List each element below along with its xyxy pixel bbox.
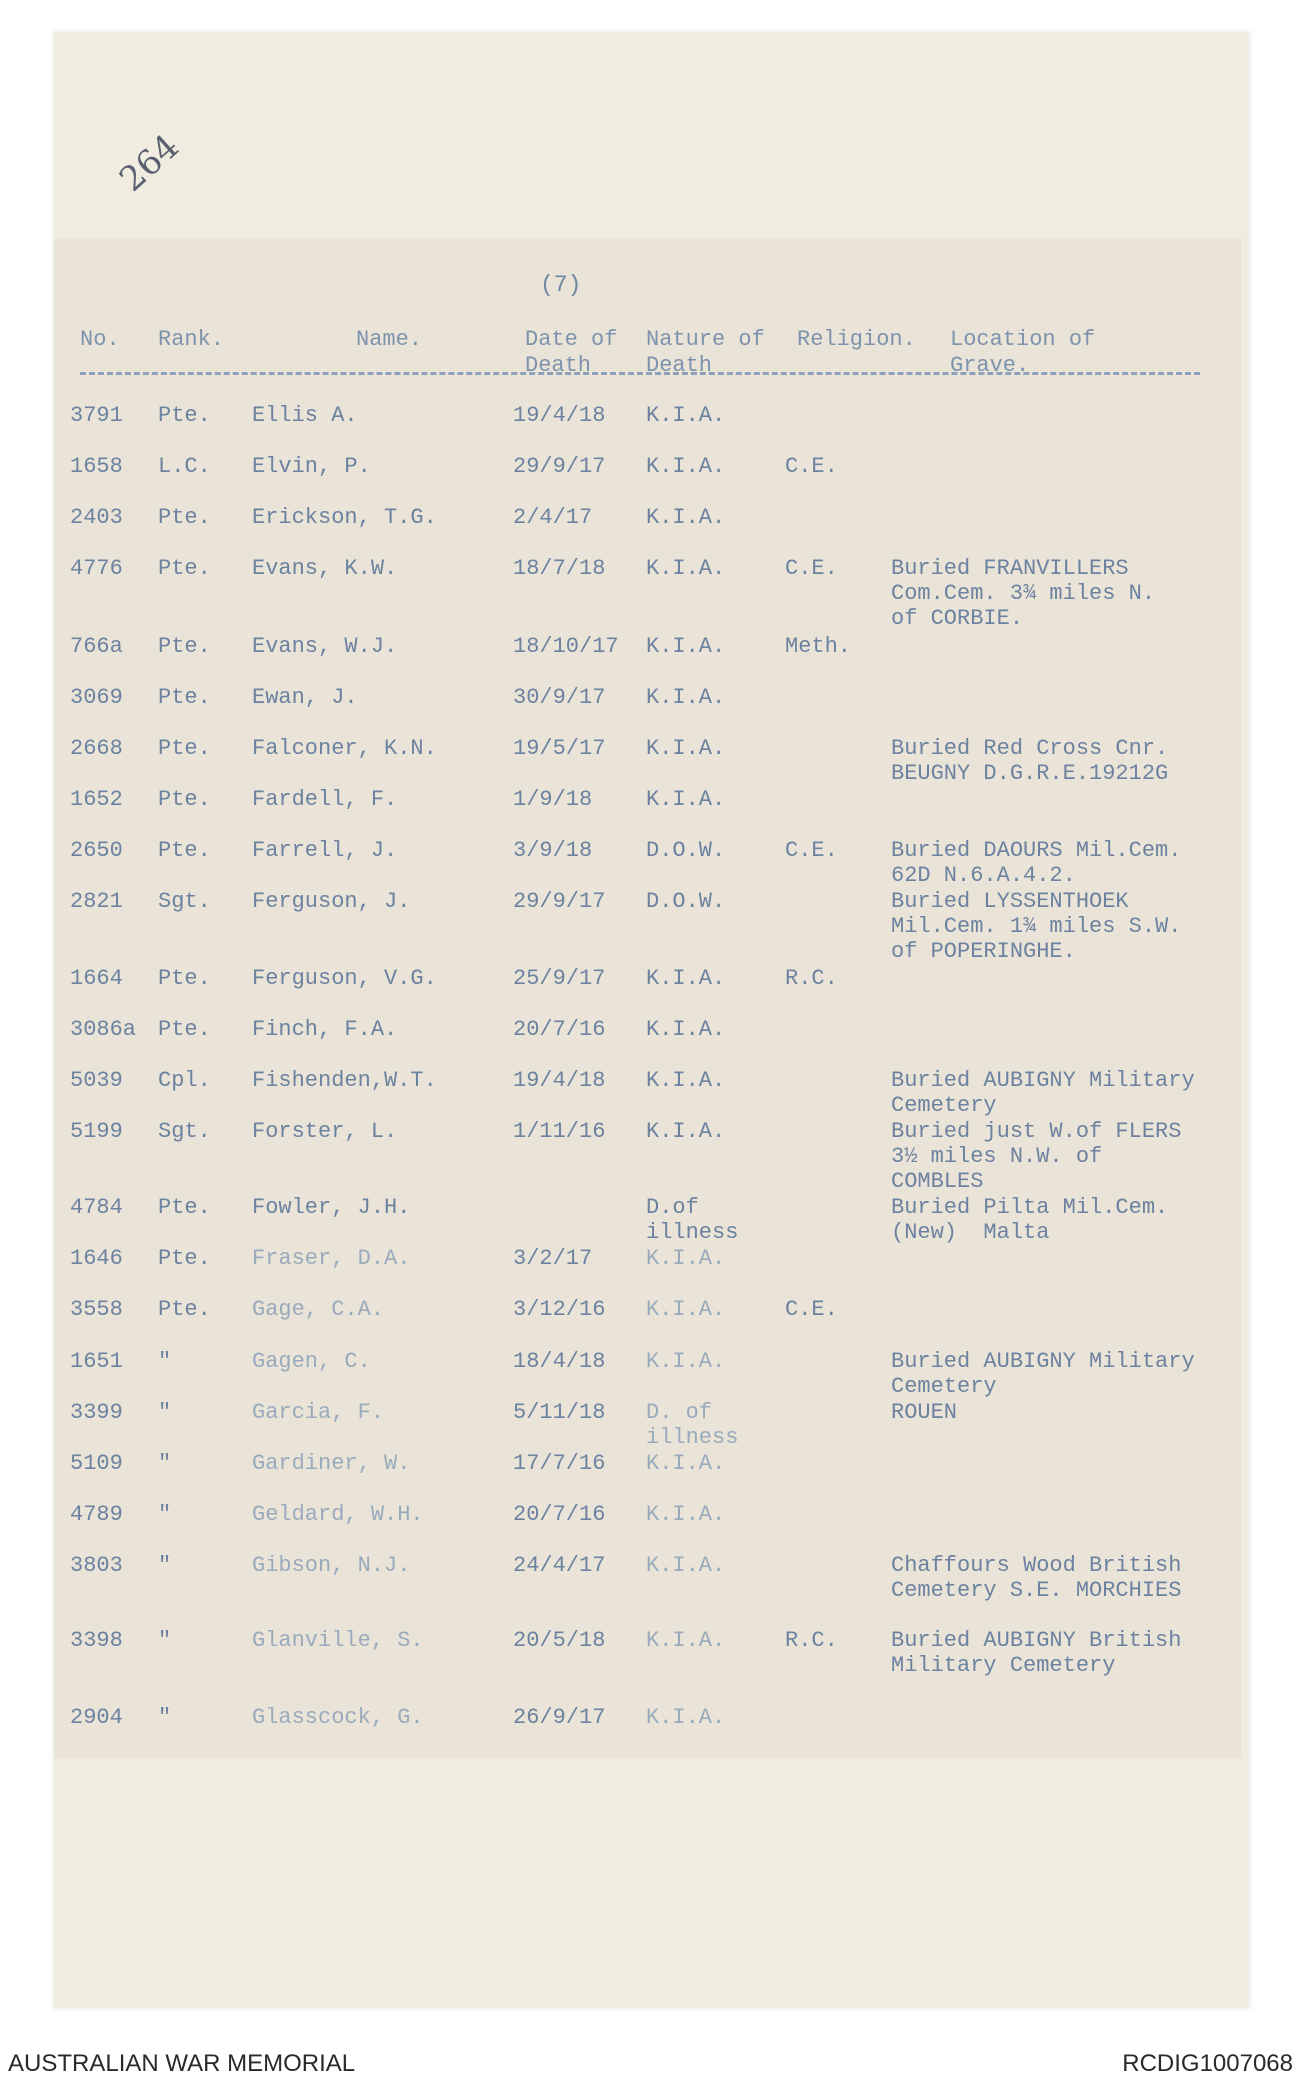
folio-number: 264 [112,126,187,200]
cell-rank: Pte. [158,966,211,991]
header-location: Location of Grave. [950,327,1096,378]
cell-no: 2668 [70,736,123,761]
cell-name: Fraser, D.A. [252,1246,411,1271]
header-nature-of-death: Nature of Death [646,327,765,378]
cell-name: Geldard, W.H. [252,1502,424,1527]
cell-rank: Pte. [158,787,211,812]
cell-date: 20/5/18 [513,1628,606,1653]
cell-name: Ewan, J. [252,685,358,710]
cell-location: Buried AUBIGNY British Military Cemetery [891,1628,1182,1678]
cell-date: 1/9/18 [513,787,593,812]
cell-location: Buried DAOURS Mil.Cem. 62D N.6.A.4.2. [891,838,1182,888]
cell-date: 19/5/17 [513,736,606,761]
cell-location: Buried Red Cross Cnr. BEUGNY D.G.R.E.19212G [891,736,1169,786]
cell-rank: " [158,1628,172,1653]
cell-no: 2650 [70,838,123,863]
cell-location: Buried just W.of FLERS 3½ miles N.W. of COMBLES [891,1119,1182,1194]
cell-no: 3558 [70,1297,123,1322]
cell-name: Gibson, N.J. [252,1553,411,1578]
cell-religion: R.C. [785,1628,838,1653]
cell-nature: K.I.A. [646,966,726,991]
cell-date: 3/12/16 [513,1297,606,1322]
cell-date: 19/4/18 [513,1068,606,1093]
cell-no: 1646 [70,1246,123,1271]
cell-name: Ferguson, V.G. [252,966,437,991]
cell-nature: K.I.A. [646,1553,726,1578]
cell-date: 29/9/17 [513,454,606,479]
cell-nature: K.I.A. [646,1349,726,1374]
cell-no: 3398 [70,1628,123,1653]
cell-nature: K.I.A. [646,454,726,479]
cell-name: Gardiner, W. [252,1451,411,1476]
cell-name: Fishenden,W.T. [252,1068,437,1093]
header-date-of-death: Date of Death [525,327,618,378]
cell-name: Falconer, K.N. [252,736,437,761]
cell-name: Fowler, J.H. [252,1195,411,1220]
cell-name: Forster, L. [252,1119,398,1144]
cell-location: Buried AUBIGNY Military Cemetery [891,1068,1195,1118]
cell-name: Ellis A. [252,403,358,428]
cell-no: 1658 [70,454,123,479]
cell-date: 3/9/18 [513,838,593,863]
cell-name: Glanville, S. [252,1628,424,1653]
cell-no: 5039 [70,1068,123,1093]
cell-religion: C.E. [785,838,838,863]
cell-date: 20/7/16 [513,1017,606,1042]
cell-nature: D.O.W. [646,889,726,914]
cell-nature: K.I.A. [646,403,726,428]
cell-nature: K.I.A. [646,1451,726,1476]
cell-no: 766a [70,634,123,659]
cell-name: Glasscock, G. [252,1705,424,1730]
cell-no: 1651 [70,1349,123,1374]
page-label: (7) [540,272,582,298]
cell-nature: K.I.A. [646,685,726,710]
footer-right: RCDIG1007068 [1122,2050,1293,2077]
cell-nature: K.I.A. [646,1246,726,1271]
cell-name: Finch, F.A. [252,1017,398,1042]
cell-nature: K.I.A. [646,1017,726,1042]
cell-nature: D.of illness [646,1195,739,1245]
cell-no: 3069 [70,685,123,710]
cell-no: 5199 [70,1119,123,1144]
cell-no: 3086a [70,1017,137,1042]
cell-no: 3399 [70,1400,123,1425]
cell-rank: Pte. [158,403,211,428]
cell-nature: K.I.A. [646,1705,726,1730]
cell-nature: K.I.A. [646,1119,726,1144]
cell-religion: C.E. [785,556,838,581]
cell-date: 19/4/18 [513,403,606,428]
cell-nature: K.I.A. [646,787,726,812]
cell-date: 20/7/16 [513,1502,606,1527]
cell-no: 2821 [70,889,123,914]
cell-rank: " [158,1451,172,1476]
cell-date: 18/4/18 [513,1349,606,1374]
cell-date: 18/10/17 [513,634,619,659]
cell-rank: " [158,1349,172,1374]
cell-name: Garcia, F. [252,1400,385,1425]
cell-no: 4776 [70,556,123,581]
cell-no: 3791 [70,403,123,428]
cell-location: Buried Pilta Mil.Cem. (New) Malta [891,1195,1169,1245]
cell-religion: Meth. [785,634,852,659]
cell-nature: K.I.A. [646,736,726,761]
cell-name: Evans, W.J. [252,634,398,659]
cell-no: 4789 [70,1502,123,1527]
cell-rank: " [158,1705,172,1730]
cell-rank: Pte. [158,736,211,761]
cell-date: 3/2/17 [513,1246,593,1271]
cell-location: ROUEN [891,1400,958,1425]
cell-date: 29/9/17 [513,889,606,914]
cell-name: Evans, K.W. [252,556,398,581]
cell-religion: C.E. [785,1297,838,1322]
cell-name: Fardell, F. [252,787,398,812]
cell-nature: K.I.A. [646,1628,726,1653]
cell-nature: K.I.A. [646,1502,726,1527]
cell-date: 2/4/17 [513,505,593,530]
cell-date: 24/4/17 [513,1553,606,1578]
cell-rank: Pte. [158,634,211,659]
header-rank: Rank. [158,327,225,352]
header-religion: Religion. [797,327,916,352]
cell-no: 2403 [70,505,123,530]
header-rule [80,372,1200,375]
cell-nature: D.O.W. [646,838,726,863]
cell-date: 17/7/16 [513,1451,606,1476]
cell-no: 1652 [70,787,123,812]
cell-date: 1/11/16 [513,1119,606,1144]
cell-no: 3803 [70,1553,123,1578]
cell-name: Erickson, T.G. [252,505,437,530]
cell-rank: Pte. [158,838,211,863]
cell-date: 30/9/17 [513,685,606,710]
cell-rank: Pte. [158,685,211,710]
cell-rank: Pte. [158,1195,211,1220]
cell-no: 2904 [70,1705,123,1730]
cell-rank: Sgt. [158,1119,211,1144]
cell-location: Buried FRANVILLERS Com.Cem. 3¾ miles N. of CORBIE. [891,556,1156,631]
cell-nature: K.I.A. [646,505,726,530]
cell-rank: Pte. [158,1297,211,1322]
cell-rank: Cpl. [158,1068,211,1093]
cell-rank: Pte. [158,1246,211,1271]
cell-name: Gage, C.A. [252,1297,385,1322]
cell-rank: Pte. [158,1017,211,1042]
cell-religion: C.E. [785,454,838,479]
cell-rank: " [158,1553,172,1578]
header-name: Name. [356,327,423,352]
cell-nature: K.I.A. [646,556,726,581]
cell-rank: Pte. [158,505,211,530]
cell-name: Farrell, J. [252,838,398,863]
cell-rank: Pte. [158,556,211,581]
cell-name: Gagen, C. [252,1349,371,1374]
cell-no: 5109 [70,1451,123,1476]
cell-date: 18/7/18 [513,556,606,581]
cell-name: Ferguson, J. [252,889,411,914]
cell-rank: Sgt. [158,889,211,914]
cell-rank: " [158,1400,172,1425]
cell-name: Elvin, P. [252,454,371,479]
cell-nature: K.I.A. [646,1297,726,1322]
cell-no: 4784 [70,1195,123,1220]
cell-date: 5/11/18 [513,1400,606,1425]
footer-left: AUSTRALIAN WAR MEMORIAL [8,2050,356,2077]
cell-no: 1664 [70,966,123,991]
cell-nature: K.I.A. [646,634,726,659]
cell-location: Buried AUBIGNY Military Cemetery [891,1349,1195,1399]
cell-location: Chaffours Wood British Cemetery S.E. MORCHIES [891,1553,1182,1603]
cell-date: 25/9/17 [513,966,606,991]
cell-nature: D. of illness [646,1400,739,1450]
cell-rank: " [158,1502,172,1527]
header-no: No. [80,327,120,352]
cell-date: 26/9/17 [513,1705,606,1730]
cell-location: Buried LYSSENTHOEK Mil.Cem. 1¾ miles S.W. of POPERINGHE. [891,889,1182,964]
cell-religion: R.C. [785,966,838,991]
cell-nature: K.I.A. [646,1068,726,1093]
cell-rank: L.C. [158,454,211,479]
